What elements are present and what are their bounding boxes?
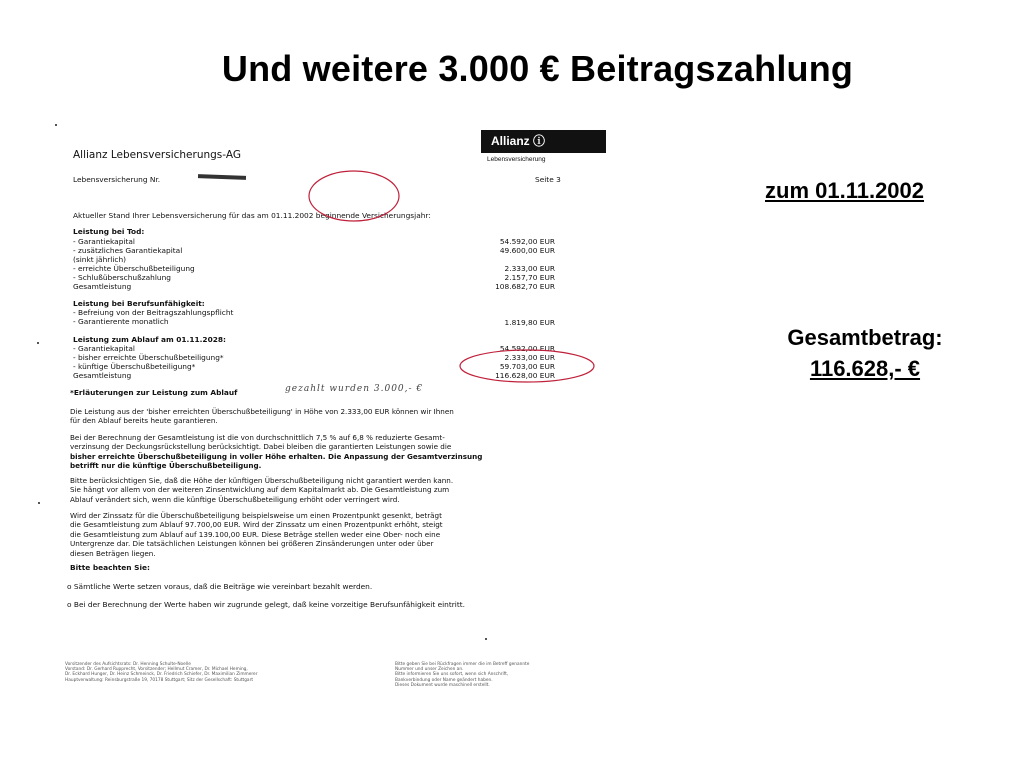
paragraph-3: Bitte berücksichtigen Sie, daß die Höhe der künftigen Überschußbeteiligung nicht garantiert werden kann. Sie hängt vor allem von der weiteren Zinsentwicklung auf dem Kapitalmarkt ab. Die Gesamtleistung zum Ablauf verändert sich, wenn die künftige Überschußbeteiligung erhöht oder verringert wird.	[70, 476, 454, 504]
death-row: - Schlußüberschußzahlung	[73, 273, 171, 282]
maturity-value: 116.628,00 EUR	[495, 371, 555, 380]
paragraph-4: Wird der Zinssatz für die Überschußbeteiligung beispielsweise um einen Prozentpunkt gesenkt, beträgt die Gesamtleistung zum Ablauf 97.700,00 EUR. Wird der Zinssatz um einen Prozentpunkt erhöht, steigt die Gesamtleistung zum Ablauf auf 139.100,00 EUR. Diese Beträge stellen weder eine Ober- noch eine Untergrenze dar. Die tatsächlichen Leistungen können bei größeren Zinsänderungen unter oder über diesen Beträgen liegen.	[70, 511, 443, 558]
maturity-row: - Garantiekapital	[73, 344, 135, 353]
death-value: 54.592,00 EUR	[499, 237, 555, 246]
disability-value: 1.819,80 EUR	[504, 318, 555, 327]
notes-heading: *Erläuterungen zur Leistung zum Ablauf	[70, 388, 238, 397]
death-value: 108.682,70 EUR	[495, 282, 555, 291]
death-value: 2.157,70 EUR	[504, 273, 555, 282]
bullet-item: o Sämtliche Werte setzen voraus, daß die Beiträge wie vereinbart bezahlt werden.	[67, 582, 373, 591]
page-number: Seite 3	[535, 175, 561, 184]
total-circle	[460, 350, 594, 382]
disability-heading: Leistung bei Berufsunfähigkeit:	[73, 299, 205, 308]
maturity-value: 59.703,00 EUR	[499, 362, 555, 371]
maturity-row: - bisher erreichte Überschußbeteiligung*	[73, 353, 224, 362]
death-value: 49.600,00 EUR	[499, 246, 555, 255]
handwritten-note: gezahlt wurden 3.000,- €	[285, 384, 424, 394]
disability-row: - Befreiung von der Beitragszahlungspflicht	[73, 308, 234, 317]
footer-right: Bitte geben Sie bei Rückfragen immer die im Betreff genannte Nummer und unser Zeichen an. Bitte informieren Sie uns sofort, wenn sich Anschrift, Bankverbindung oder Name geändert haben. Dieses Dokument wurde maschinell erstellt.	[395, 662, 530, 688]
paragraph-2: Bei der Berechnung der Gesamtleistung ist die von durchschnittlich 7,5 % auf 6,8 % reduzierte Gesamt- verzinsung der Deckungsrückstellung berücksichtigt. Dabei bleiben die garantierten Leistungen sowie die bisher erreichte Überschußbeteiligung in voller Höhe erhalten. Die Anpassung der Gesamtverzinsung betrifft nur die künftige Überschußbeteiligung.	[70, 433, 483, 471]
logo-subtitle: Lebensversicherung	[487, 156, 546, 163]
maturity-heading: Leistung zum Ablauf am 01.11.2028:	[73, 335, 226, 344]
intro-line: Aktueller Stand Ihrer Lebensversicherung für das am 01.11.2002 beginnende Versicherungsjahr:	[73, 211, 431, 220]
total-label: Gesamtbetrag:	[787, 325, 943, 350]
allianz-logo: Allianz ⓘ	[481, 130, 606, 153]
death-row: Gesamtleistung	[73, 282, 132, 291]
total-value: 116.628,- €	[809, 356, 921, 381]
maturity-row: Gesamtleistung	[73, 371, 132, 380]
date-label: zum 01.11.2002	[765, 178, 925, 203]
attention-heading: Bitte beachten Sie:	[70, 563, 150, 572]
death-row: - erreichte Überschußbeteiligung	[73, 264, 195, 273]
death-row: - zusätzliches Garantiekapital	[73, 246, 183, 255]
date-circle	[309, 171, 399, 221]
bullet-item: o Bei der Berechnung der Werte haben wir zugrunde gelegt, daß keine vorzeitige Berufsunfähigkeit eintritt.	[67, 600, 465, 609]
maturity-value: 54.592,00 EUR	[499, 344, 555, 353]
policy-label: Lebensversicherung Nr.	[73, 175, 161, 184]
disability-row: - Garantierente monatlich	[73, 317, 169, 326]
death-heading: Leistung bei Tod:	[73, 227, 145, 236]
footer-left: Vorsitzender des Aufsichtsrats: Dr. Henning Schulte-Noelle Vorstand: Dr. Gerhard Rupprecht, Vorsitzender; Hellmut Cramer, Dr. Michael Heming, Dr. Eckhard Hunger, Dr. Heinz Schmeinck, Dr. Friedrich Schiefer, Dr. Maximilian Zimmerer Hauptverwaltung: Reinsburgstraße 19, 70178 Stuttgart; Sitz der Gesellschaft: Stuttgart	[65, 662, 258, 683]
death-row: - Garantiekapital	[73, 237, 135, 246]
company-name: Allianz Lebensversicherungs-AG	[73, 149, 241, 161]
death-row: (sinkt jährlich)	[73, 255, 127, 264]
paragraph-1: Die Leistung aus der 'bisher erreichten Überschußbeteiligung' in Höhe von 2.333,00 EUR können wir Ihnen für den Ablauf bereits heute garantieren.	[70, 407, 454, 426]
maturity-value: 2.333,00 EUR	[504, 353, 555, 362]
maturity-row: - künftige Überschußbeteiligung*	[73, 362, 196, 371]
death-value: 2.333,00 EUR	[504, 264, 555, 273]
slide-title: Und weitere 3.000 € Beitragszahlung	[221, 48, 854, 89]
